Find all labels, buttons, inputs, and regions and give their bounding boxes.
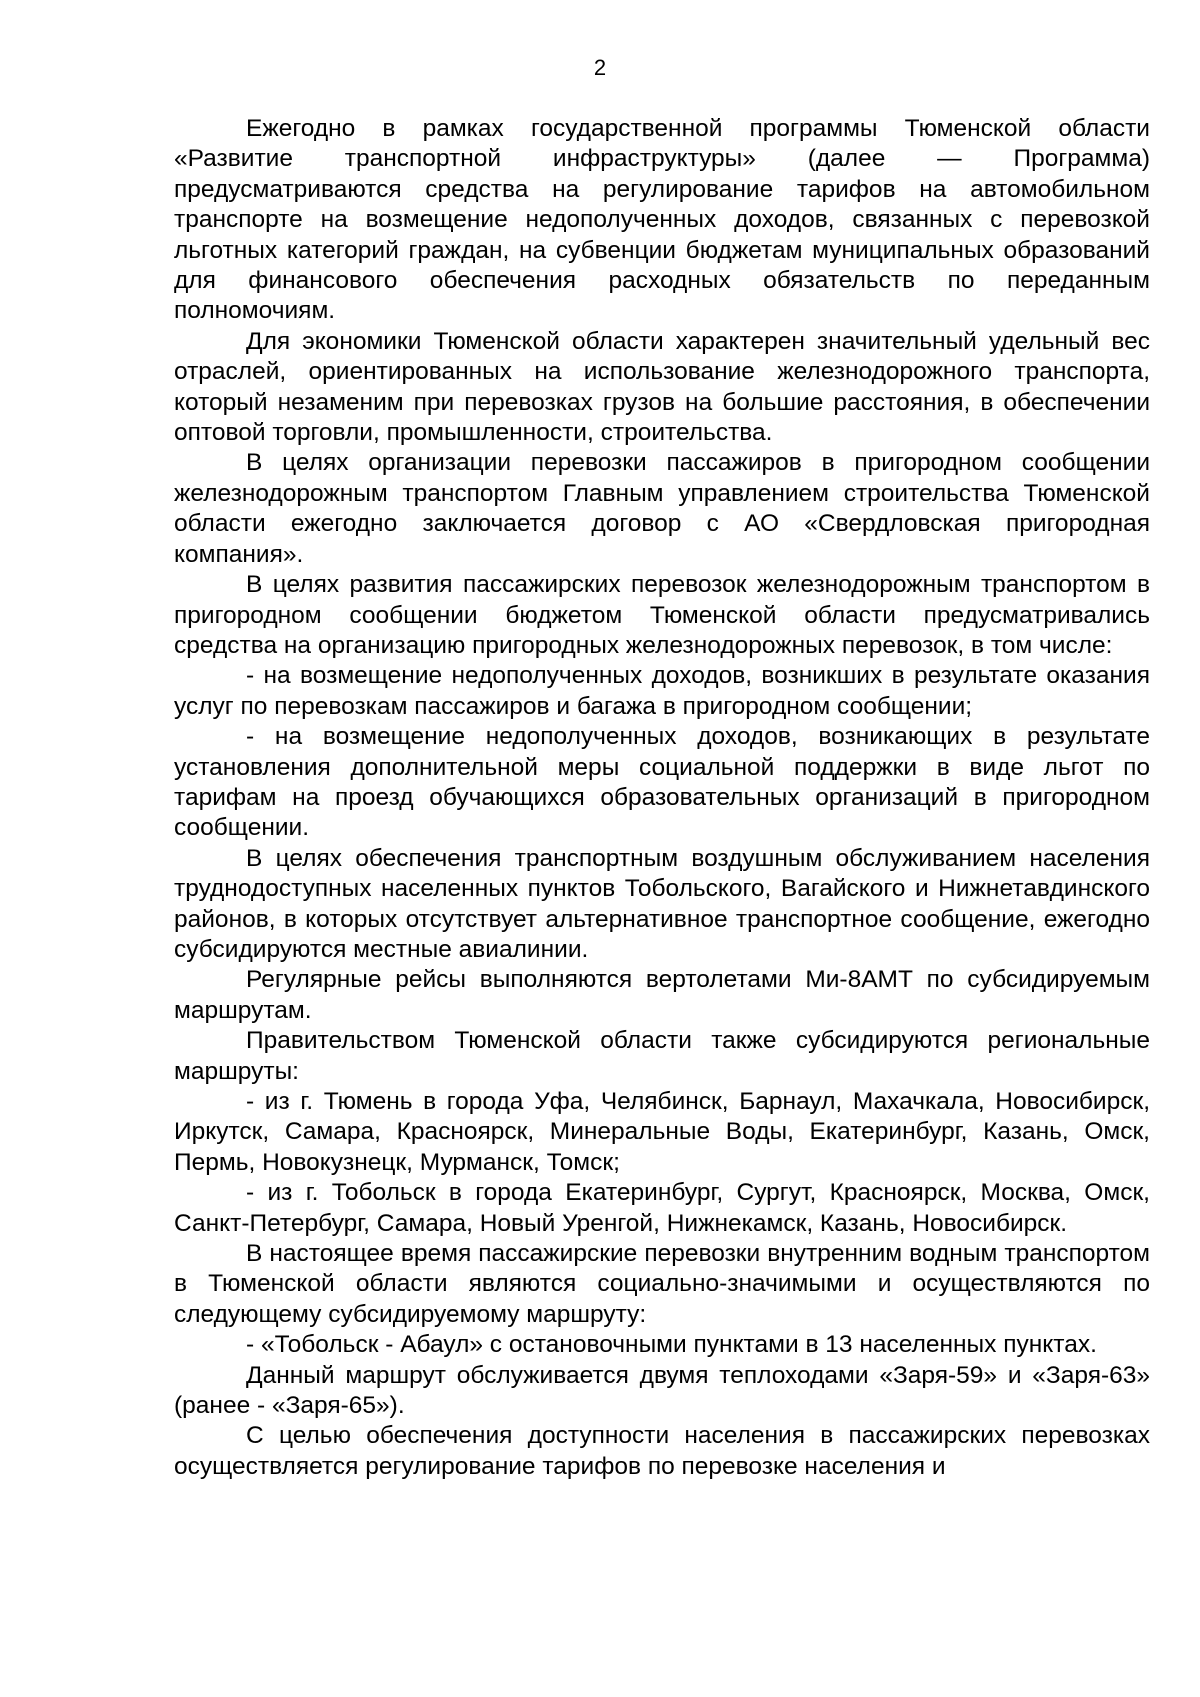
paragraph-list-item-tyumen-routes: - из г. Тюмень в города Уфа, Челябинск, Барнаул, Махачкала, Новосибирск, Иркутск, Самара, Красноярск, Минеральные Воды, Екатеринбург, Казань, Омск, Пермь, Новокузнецк, Мурманск, Томск; — [174, 1088, 1150, 1176]
paragraph-air-service: В целях обеспечения транспортным воздушным обслуживанием населения труднодоступных населенных пунктов Тобольского, Вагайского и Нижнетавдинского районов, в которых отсутствует альтернативное транспортное сообщение, ежегодно субсидируются местные авиалинии. — [174, 844, 1150, 963]
paragraph-list-item-tobolsk-routes: - из г. Тобольск в города Екатеринбург, Сургут, Красноярск, Москва, Омск, Санкт-Петербург, Самара, Новый Уренгой, Нижнекамск, Казань, Новосибирск. — [174, 1179, 1150, 1237]
paragraph-suburban-contract: В целях организации перевозки пассажиров в пригородном сообщении железнодорожным транспортом Главным управлением строительства Тюменской области ежегодно заключается договор с АО «Свердловская пригородная компания». — [174, 449, 1150, 568]
page-number: 2 — [593, 55, 607, 80]
paragraph-water-transport: В настоящее время пассажирские перевозки внутренним водным транспортом в Тюменской области являются социально-значимыми и осуществляются по следующему субсидируемому маршруту: — [174, 1240, 1150, 1328]
paragraph-list-item-tobolsk-abaul: - «Тобольск - Абаул» с остановочными пунктами в 13 населенных пунктах. — [246, 1331, 1097, 1359]
paragraph-list-item-student-benefits: - на возмещение недополученных доходов, возникающих в результате установления дополнительной меры социальной поддержки в виде льгот по тарифам на проезд обучающихся образовательных организаций в пригородном сообщении. — [174, 723, 1150, 842]
paragraph-list-item-lost-income: - на возмещение недополученных доходов, возникших в результате оказания услуг по перевозкам пассажиров и багажа в пригородном сообщении; — [174, 662, 1150, 720]
paragraph-tariff-regulation: С целью обеспечения доступности населения в пассажирских перевозках осуществляется регулирование тарифов по перевозке населения и — [174, 1422, 1150, 1480]
paragraph-helicopter-flights: Регулярные рейсы выполняются вертолетами Ми-8АМТ по субсидируемым маршрутам. — [174, 966, 1150, 1024]
document-body — [174, 114, 1150, 1482]
paragraph-suburban-funding: В целях развития пассажирских перевозок железнодорожным транспортом в пригородном сообщении бюджетом Тюменской области предусматривались средства на организацию пригородных железнодорожных перевозок, в том числе: — [174, 571, 1150, 659]
paragraph-motor-ships: Данный маршрут обслуживается двумя теплоходами «Заря-59» и «Заря-63» (ранее - «Заря-65»). — [174, 1361, 1150, 1420]
paragraph-railway-economy: Для экономики Тюменской области характерен значительный удельный вес отраслей, ориентированных на использование железнодорожного транспорта, который незаменим при перевозках грузов на большие расстояния, в обеспечении оптовой торговли, промышленности, строительства. — [174, 327, 1150, 447]
paragraph-regional-program: Ежегодно в рамках государственной программы Тюменской области «Развитие транспортной инфраструктуры» (далее — Программа) предусматриваются средства на регулирование тарифов на автомобильном транспорте на возмещение недополученных доходов, связанных с перевозкой льготных категорий граждан, на субвенции бюджетам муниципальных образований для финансового обеспечения расходных обязательств по переданным полномочиям. — [174, 115, 1150, 325]
paragraph-regional-routes: Правительством Тюменской области также субсидируются региональные маршруты: — [174, 1027, 1150, 1085]
